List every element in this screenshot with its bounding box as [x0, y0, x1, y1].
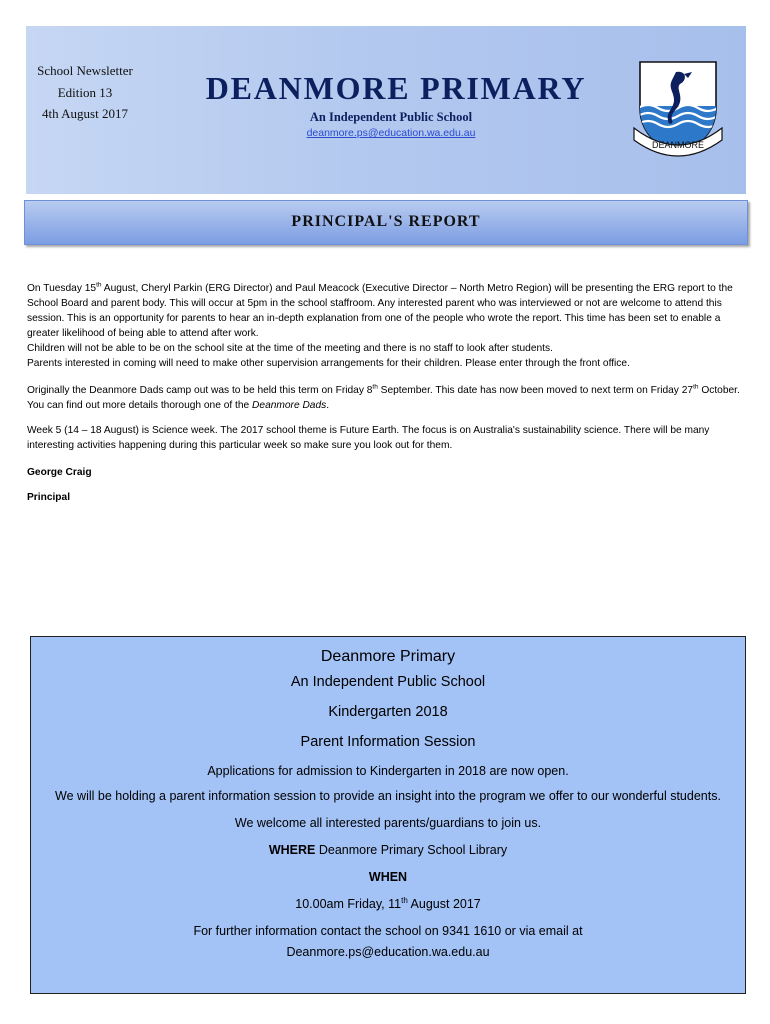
notice-holding: We will be holding a parent information session to provide an insight into the program we offer to our wonderful students. — [55, 789, 721, 803]
school-crest-logo — [630, 58, 726, 158]
section-title: PRINCIPAL'S REPORT — [291, 213, 481, 230]
kindergarten-notice — [30, 636, 746, 994]
notice-school-name: Deanmore Primary — [320, 648, 456, 665]
notice-applications: Applications for admission to Kindergarten in 2018 are now open. — [207, 764, 569, 778]
notice-subtitle: An Independent Public School — [290, 674, 486, 690]
report-paragraph-supervision: Children will not be able to be on the school site at the time of the meeting and there is no staff to look after students. — [27, 343, 553, 354]
notice-when-label: WHEN — [368, 870, 408, 884]
notice-welcome: We welcome all interested parents/guardians to join us. — [234, 816, 542, 830]
report-paragraph-science-week: Week 5 (14 – 18 August) is Science week. The 2017 school theme is Future Earth. The focus is on Australia's sustainability science. There will be many interesting activities happening during this particular week so make sure you look out for them. — [27, 425, 710, 451]
principals-report-banner — [24, 200, 748, 245]
school-name: DEANMORE PRIMARY — [205, 70, 587, 106]
notice-program: Kindergarten 2018 — [328, 704, 448, 720]
notice-event: Parent Information Session — [300, 734, 476, 750]
masthead — [26, 26, 746, 194]
notice-contact: For further information contact the school on 9341 1610 or via email at — [193, 924, 583, 938]
issue-date: 4th August 2017 — [42, 106, 128, 121]
school-email-link[interactable]: deanmore.ps@education.wa.edu.au — [306, 127, 476, 139]
notice-when-value: 10.00am Friday, 11th August 2017 — [295, 895, 481, 911]
signature-name: George Craig — [27, 467, 92, 478]
crest-text: DEANMORE — [651, 140, 705, 150]
principals-report — [27, 281, 749, 505]
notice-where: WHERE Deanmore Primary School Library — [268, 843, 508, 857]
signature-title: Principal — [27, 492, 71, 503]
notice-contact-email[interactable]: Deanmore.ps@education.wa.edu.au — [286, 945, 490, 959]
school-subtitle: An Independent Public School — [309, 110, 473, 124]
newsletter-label: School Newsletter — [37, 63, 133, 78]
report-paragraph-parents: Parents interested in coming will need to make other supervision arrangements for their children. Please enter through the front office. — [27, 358, 630, 369]
report-paragraph-dads-camp: Originally the Deanmore Dads camp out was to be held this term on Friday 8th September. This date has now been moved to next term on Friday 27th October. You can find out more details thorough one of the Deanmore Dads. — [27, 383, 740, 411]
newsletter-info — [26, 60, 144, 125]
report-paragraph-erg: On Tuesday 15th August, Cheryl Parkin (ERG Director) and Paul Meacock (Executive Director – North Metro Region) will be presenting the ERG report to the School Board and parent body. This will occur at 5pm in the school staffroom. Any interested parent who was interviewed or not are welcome to attend this session. This is an opportunity for parents to hear an in-depth explanation from one of the people who wrote the report. This time has been set to enable a greater likelihood of being able to attend after work. — [27, 281, 733, 339]
edition-label: Edition 13 — [57, 84, 113, 100]
